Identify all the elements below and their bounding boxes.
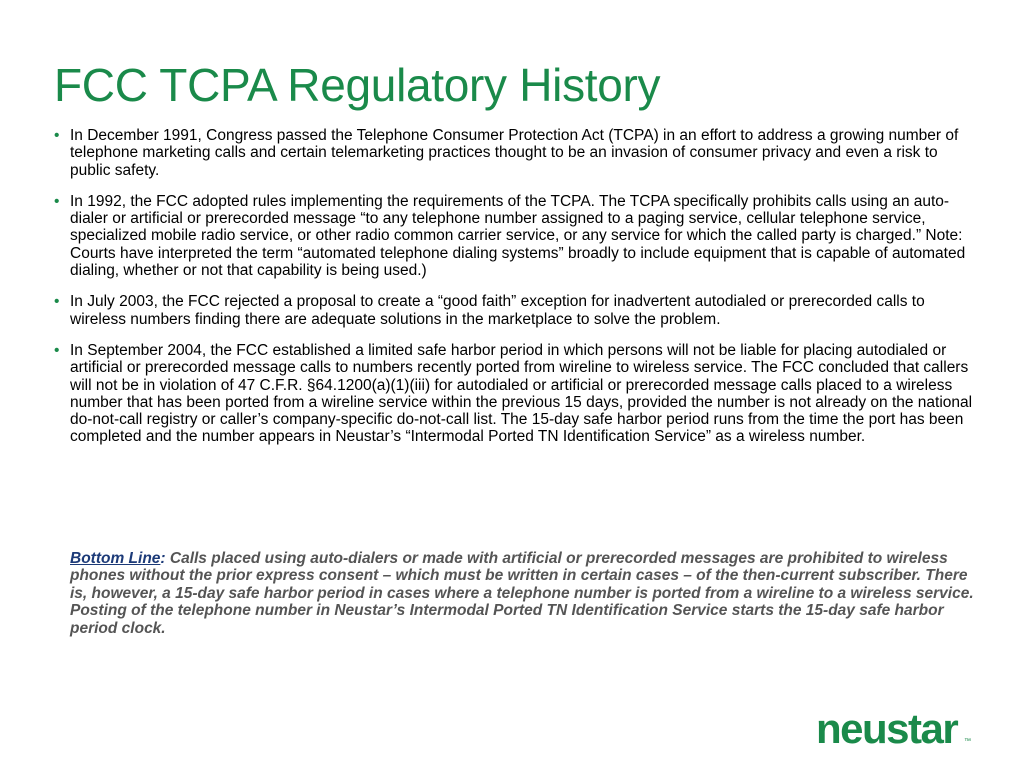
- bottom-line-label: Bottom Line: [70, 550, 161, 567]
- logo-wordmark: neustar: [816, 705, 958, 752]
- bottom-line-text: Calls placed using auto-dialers or made with artificial or prerecorded messages are prohibited to wireless phones without the prior express consent – which must be written in certain cases – of the then-current subscriber. There is, however, a 15-day safe harbor period in cases where a telephone number is ported from a wireline to a wireless service. Posting of the telephone number in Neustar’s Intermodal Ported TN Identification Service starts the 15-day safe harbor period clock.: [70, 550, 974, 637]
- logo-trademark: ™: [964, 738, 971, 745]
- bullet-item-1991: [54, 127, 974, 179]
- bullet-item-2004: [54, 342, 974, 446]
- bullet-text: In September 2004, the FCC established a limited safe harbor period in which persons will not be liable for placing autodialed or artificial or prerecorded message calls to numbers recently ported from wireline to wireless service. The FCC concluded that callers will not be in violation of 47 C.F.R. §64.1200(a)(1)(iii) for autodialed or artificial or prerecorded message calls placed to a wireless number that has been ported from a wireline service within the previous 15 days, provided the number is not already on the national do-not-call registry or caller’s company-specific do-not-call list. The 15-day safe harbor period runs from the time the port has been completed and the number appears in Neustar’s “Intermodal Ported TN Identification Service” as a wireless number.: [70, 341, 973, 446]
- bullet-marker: •: [54, 127, 60, 144]
- bullet-item-1992: [54, 193, 974, 279]
- bullet-text: In July 2003, the FCC rejected a proposal to create a “good faith” exception for inadvertent autodialed or prerecorded calls to wireless numbers finding there are adequate solutions in the marketplace to solve the problem.: [70, 293, 925, 328]
- neustar-logo: [816, 706, 976, 752]
- bullet-text: In 1992, the FCC adopted rules implementing the requirements of the TCPA. The TCPA specifically prohibits calls using an auto-dialer or artificial or prerecorded message “to any telephone number assigned to a paging service, cellular telephone service, specialized mobile radio service, or other radio common carrier service, or any service for which the called party is charged.” Note: Courts have interpreted the term “automated telephone dialing systems” broadly to include equipment that is capable of automated dialing, whether or not that capability is being used.): [70, 192, 966, 280]
- bottom-line-colon: :: [160, 550, 166, 567]
- bottom-line-note: [70, 550, 974, 637]
- bullet-item-2003: [54, 293, 974, 328]
- bullet-marker: •: [54, 341, 60, 359]
- slide-title: FCC TCPA Regulatory History: [54, 59, 661, 111]
- bullet-marker: •: [54, 293, 60, 311]
- bullet-marker: •: [54, 192, 60, 210]
- bullet-list: [54, 127, 974, 460]
- bullet-text: In December 1991, Congress passed the Telephone Consumer Protection Act (TCPA) in an effort to address a growing number of telephone marketing calls and certain telemarketing practices thought to be an invasion of consumer privacy and even a risk to public safety.: [70, 127, 959, 179]
